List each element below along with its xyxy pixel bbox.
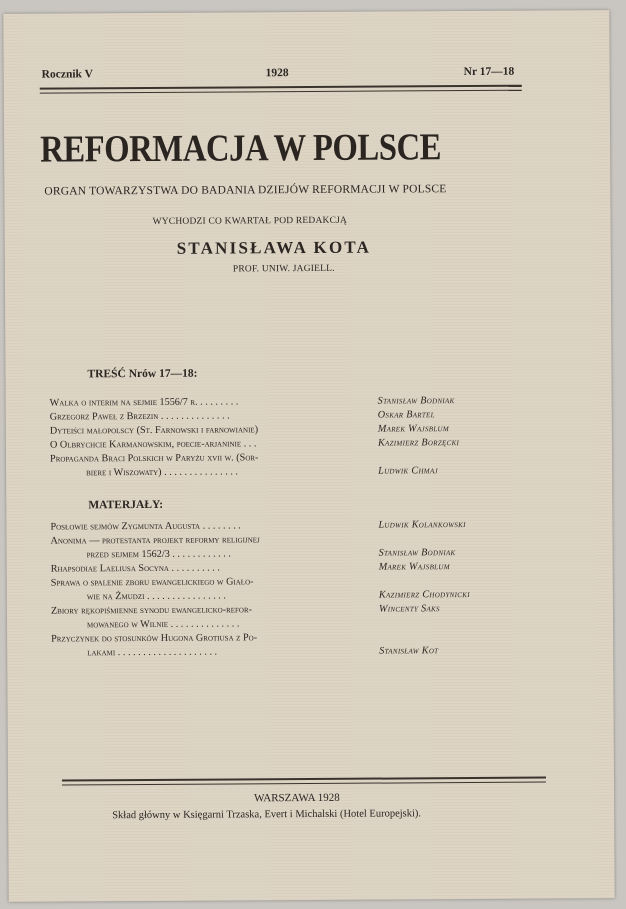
- header-rule-thick: [40, 85, 522, 90]
- list-item: [51, 645, 527, 661]
- item-title: biere i Wiszowaty) . . . . . . . . . . . . . . .: [86, 466, 239, 479]
- journal-subtitle: ORGAN TOWARZYSTWA DO BADANIA DZIEJÓW REFORMACJI W POLSCE: [44, 183, 447, 198]
- item-title: O Olbrychcie Karmanowskim, poecie-arjaninie . . .: [49, 438, 257, 451]
- footer-city-year: WARSZAWA 1928: [254, 791, 340, 805]
- item-title: lakami . . . . . . . . . . . . . . . . . . . .: [87, 646, 218, 659]
- item-author: Ludwik Chmaj: [378, 465, 438, 477]
- editor-name: STANISŁAWA KOTA: [176, 237, 372, 258]
- journal-cover-page: [3, 10, 614, 902]
- item-title: Dyteiści małopolscy (St. Farnowski i farnowianie): [49, 424, 259, 437]
- item-title: Przyczynek do stosunków Hugona Grotiusa z Po-: [51, 632, 258, 645]
- item-title: Rhapsodiae Laeliusa Socyna . . . . . . . . . .: [50, 562, 220, 575]
- footer-distribution: Skład główny w Księgarni Trzaska, Evert i Michalski (Hotel Europejski).: [112, 808, 422, 822]
- item-author: Stanisław Bodniak: [378, 547, 456, 559]
- issue-number: Nr 17—18: [463, 65, 515, 79]
- item-title: mowanego w Wilnie . . . . . . . . . . . . . .: [86, 618, 240, 631]
- contents-heading: TREŚĆ Nrów 17—18:: [87, 367, 198, 381]
- item-title: Sprawa o spalenie zboru ewangelickiego w Giało-: [50, 576, 254, 589]
- editorial-note: WYCHODZI CO KWARTAŁ POD REDAKCJĄ: [152, 215, 348, 227]
- item-author: Ludwik Kolankowski: [378, 519, 466, 531]
- item-author: Stanisław Bodniak: [377, 395, 455, 407]
- item-author: Kazimierz Borzęcki: [377, 437, 460, 449]
- item-author: Marek Wajsblum: [377, 423, 450, 435]
- journal-title: REFORMACJA W POLSCE: [39, 126, 442, 171]
- materials-heading: MATERJAŁY:: [88, 498, 164, 512]
- item-author: Stanisław Kot: [379, 645, 439, 657]
- item-title: Posłowie sejmów Zygmunta Augusta . . . . . . . .: [50, 520, 241, 533]
- footer-rule-thin: [62, 782, 546, 786]
- year-label: 1928: [265, 67, 289, 80]
- editor-title: PROF. UNIW. JAGIELL.: [232, 263, 335, 275]
- item-author: Oskar Bartel: [377, 409, 435, 421]
- item-title: Grzegorz Paweł z Brzezin . . . . . . . . . . . . . .: [49, 410, 230, 423]
- item-title: przed sejmem 1562/3 . . . . . . . . . . . .: [86, 548, 231, 561]
- item-author: Wincenty Saks: [378, 603, 440, 615]
- item-author: Kazimierz Chodynicki: [378, 589, 470, 601]
- list-item: [50, 465, 526, 481]
- item-author: Marek Wajsblum: [378, 561, 450, 573]
- header-rule-thin: [40, 90, 522, 94]
- volume-label: Rocznik V: [41, 68, 93, 81]
- item-title: Anonima — protestanta projekt reformy religijnej: [50, 534, 260, 547]
- item-title: Walka o interim na sejmie 1556/7 r. . . . . . . . .: [49, 396, 239, 409]
- item-title: Zbiory rękopiśmienne synodu ewangelicko-refor-: [50, 604, 253, 617]
- footer-rule-thick: [62, 777, 546, 782]
- item-title: Propaganda Braci Polskich w Paryżu xvii w. (Sor-: [49, 452, 259, 465]
- item-title: wie na Żmudzi . . . . . . . . . . . . . . . .: [86, 590, 226, 603]
